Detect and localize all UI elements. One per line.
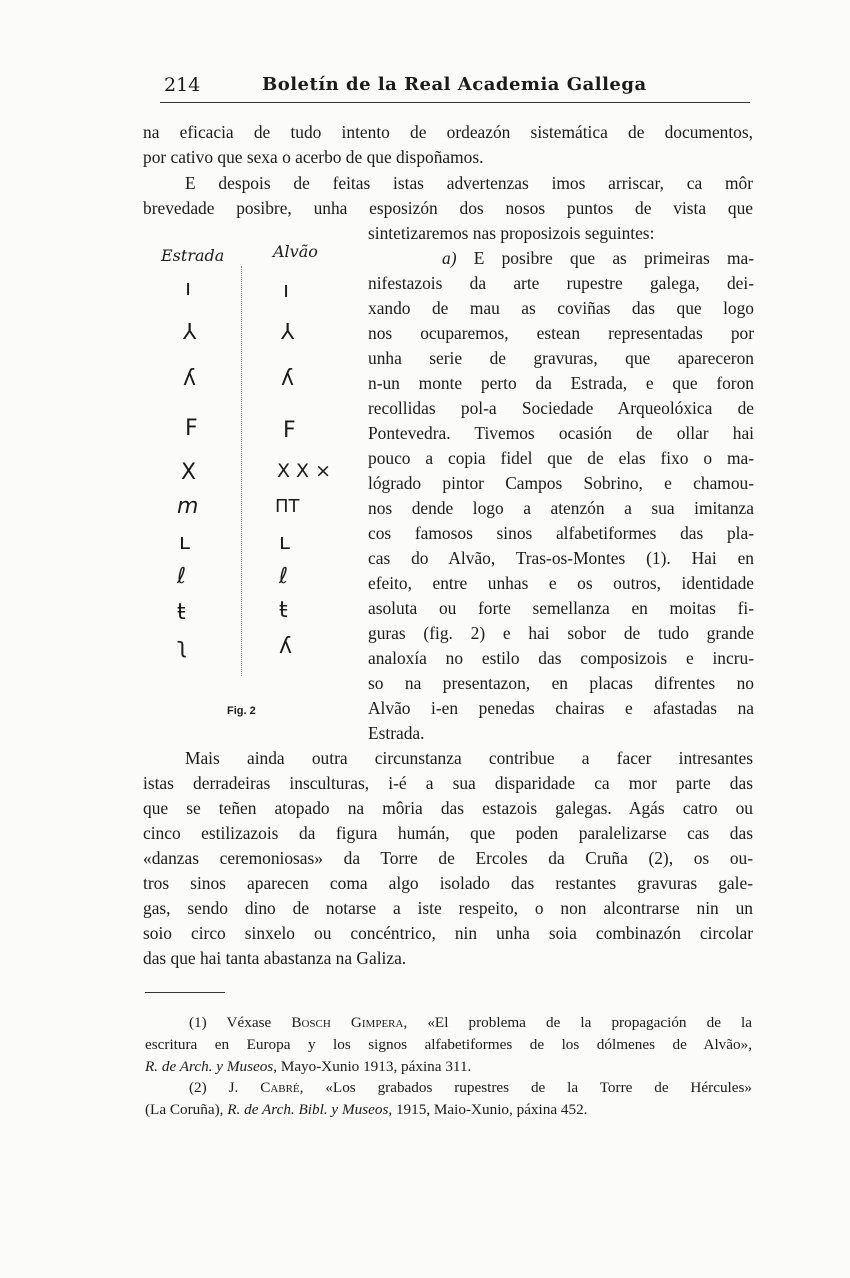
alvao-sign: X X × (277, 460, 332, 482)
footnote-2-line (145, 1099, 752, 1121)
footnote-journal: R. de Arch. y Museos (145, 1058, 274, 1075)
text-line: E despois de feitas istas advertenzas imos arriscar, ca môr (185, 173, 753, 193)
footnote-1-line (145, 1056, 752, 1078)
alvao-sign: ı (283, 278, 290, 303)
text-line: efeito, entre unhas e os outros, identidade (368, 573, 754, 593)
footnote-text: , «Los grabados rupestres de la Torre de Hércules» (299, 1079, 752, 1096)
footnote-1-line: escritura en Europa y los signos alfabetiformes de los dólmenes de Alvão», (145, 1036, 752, 1053)
alvao-sign: ŧ (279, 598, 288, 623)
estrada-sign: ʅ (177, 634, 188, 659)
estrada-sign: F (185, 416, 198, 441)
estrada-sign: ʟ (179, 530, 191, 555)
footnote-author: Cabré (260, 1079, 300, 1096)
alvao-sign: ℓ (279, 564, 289, 589)
figure-divider (241, 266, 242, 676)
footnote-text: , Mayo-Xunio 1913, páxina 311. (273, 1058, 472, 1075)
alvao-sign: ʎ (279, 634, 293, 659)
text-line: istas derradeiras insculturas, i-é a sua disparidade ca mor parte das (143, 773, 753, 793)
text-line: lógrado pintor Campos Sobrino, e chamou- (368, 473, 754, 493)
estrada-sign: ⅄ (183, 320, 197, 345)
text-line: Pontevedra. Tivemos ocasión de ollar hai (368, 423, 754, 443)
figure-2 (155, 238, 360, 718)
running-title: Boletín de la Real Academia Gallega (262, 74, 647, 95)
column-heading-estrada: Estrada (161, 246, 225, 265)
item-marker: a) (442, 248, 457, 268)
estrada-sign: ŧ (177, 600, 186, 625)
footnote-text: (La Coruña), (145, 1101, 224, 1118)
text-line: E posibre que as primeiras ma- (473, 248, 754, 268)
footnote-1-line (145, 1012, 752, 1034)
footnote-text: Véxase (226, 1014, 272, 1031)
text-line: recollidas pol-a Sociedade Arqueolóxica de (368, 398, 754, 418)
text-line: n-un monte perto da Estrada, e que foron (368, 373, 754, 393)
text-line: cinco estilizazois da figura humán, que poden paralelizarse cas das (143, 823, 753, 843)
text-line: nos ocuparemos, estean representadas por (368, 323, 754, 343)
estrada-sign: ʎ (183, 366, 197, 391)
text-line: Alvão i-en penedas chairas e afastadas na (368, 698, 754, 718)
text-line: nifestazois da arte rupestre galega, dei- (368, 273, 754, 293)
footnote-text: , «El problema de la propagación de la (403, 1014, 752, 1031)
footnote-author: Bosch Gimpera (291, 1014, 404, 1031)
text-line: brevedade posibre, unha esposizón dos nosos puntos de vista que (143, 198, 753, 218)
item-a-first-line (368, 246, 754, 271)
text-line: so na presentazon, en placas difrentes no (368, 673, 754, 693)
text-line: unha serie de gravuras, que apareceron (368, 348, 754, 368)
footnote-number: (1) (189, 1014, 207, 1031)
figure-caption: Fig. 2 (227, 705, 256, 717)
text-line: gas, sendo dino de notarse a iste respeito, o non alcontrarse nin un (143, 898, 753, 918)
estrada-sign: ℓ (177, 564, 187, 589)
text-line: que se teñen atopado na môria das estazois galegas. Agás catro ou (143, 798, 753, 818)
estrada-sign: X (181, 460, 197, 485)
footnote-journal: R. de Arch. Bibl. y Museos (227, 1101, 389, 1118)
text-line: cas do Alvão, Tras-os-Montes (1). Hai en (368, 548, 754, 568)
footnote-2-line (145, 1077, 752, 1099)
text-line: guras (fig. 2) e hai sobor de tudo grande (368, 623, 754, 643)
page-number: 214 (164, 74, 201, 96)
text-line: analoxía no estilo das composizois e incru- (368, 648, 754, 668)
text-line: por cativo que sexa o acerbo de que dispoñamos. (143, 147, 484, 167)
text-line: das que hai tanta abastanza na Galiza. (143, 948, 407, 968)
text-line: asoluta ou forte semellanza en moitas fi- (368, 598, 754, 618)
column-heading-alvao: Alvão (273, 242, 318, 261)
alvao-sign: ПT (275, 496, 300, 517)
text-line: Estrada. (368, 723, 425, 743)
text-line: tros sinos aparecen coma algo isolado das restantes gravuras gale- (143, 873, 753, 893)
text-line: xando de mau as coviñas das que logo (368, 298, 754, 318)
text-line: cos famosos sinos alfabetiformes das pla- (368, 523, 754, 543)
footnote-rule (145, 992, 225, 993)
estrada-sign: m (177, 494, 199, 519)
alvao-sign: ʟ (279, 530, 291, 555)
text-line: sintetizaremos nas proposizois seguintes: (368, 223, 655, 243)
text-line: «danzas ceremoniosas» da Torre de Ercoles da Cruña (2), os ou- (143, 848, 753, 868)
footnote-text: J. (228, 1079, 239, 1096)
text-line: soio circo sinxelo ou concéntrico, nin unha soia combinazón circolar (143, 923, 753, 943)
alvao-sign: ⅄ (281, 320, 295, 345)
footnote-text: , 1915, Maio-Xunio, páxina 452. (388, 1101, 588, 1118)
text-line: na eficacia de tudo intento de ordeazón sistemática de documentos, (143, 122, 753, 142)
footnote-number: (2) (189, 1079, 207, 1096)
text-line: Mais ainda outra circunstanza contribue a facer intresantes (185, 748, 753, 768)
alvao-sign: F (283, 418, 296, 443)
header-rule (160, 102, 750, 103)
text-line: nos dende logo a atenzón a sua imitanza (368, 498, 754, 518)
alvao-sign: ʎ (281, 366, 295, 391)
estrada-sign: ı (185, 276, 192, 301)
text-line: pouco a copia fidel que de elas fixo o ma- (368, 448, 754, 468)
